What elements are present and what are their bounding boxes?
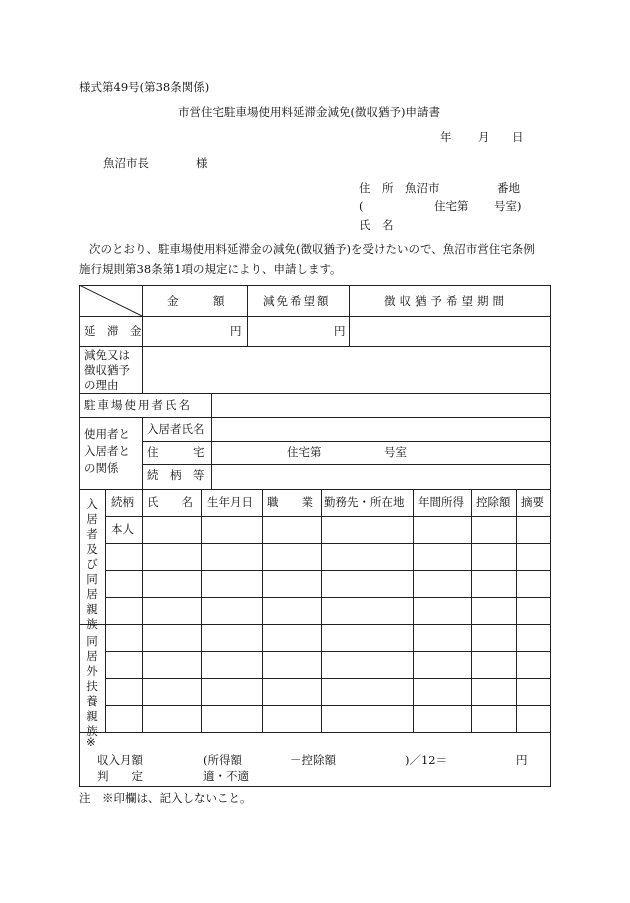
relation-label-1: 使用者と — [84, 427, 130, 441]
col-workplace: 勤務先・所在地 — [324, 495, 405, 509]
family-section-label: 入居者及び同居親族 — [86, 497, 98, 631]
reason-label-3: の理由 — [84, 378, 119, 392]
col-annual-income: 年間所得 — [418, 495, 464, 509]
nonresident-section-label: 同居外扶養親族 — [86, 634, 98, 738]
self-label: 本人 — [111, 522, 134, 536]
judgment-label: 判 定 — [97, 769, 143, 783]
footnote: 注 ※印欄は、記入しないこと。 — [79, 791, 252, 805]
parking-user-name-label: 駐車場使用者氏名 — [84, 398, 192, 412]
address-label: 住 所 — [359, 181, 394, 195]
income-yen: 円 — [516, 753, 528, 767]
address-banchi: 番地 — [497, 181, 520, 195]
date-day: 日 — [512, 130, 524, 144]
income-div: )／12＝ — [405, 753, 448, 767]
application-table — [79, 285, 551, 787]
document-title: 市営住宅駐車場使用料延滞金減免(徴収猶予)申請書 — [178, 105, 440, 119]
relation-label-2: 入居者と — [84, 444, 130, 458]
reason-label-1: 減免又は — [84, 348, 130, 362]
residence-room: 号室 — [384, 445, 407, 459]
form-number: 様式第49号(第38条関係) — [79, 80, 210, 94]
col-period: 徴収猶予希望期間 — [384, 294, 508, 308]
income-open: (所得額 — [203, 753, 242, 767]
date-month: 月 — [478, 130, 490, 144]
address-paren-open: ( — [359, 199, 364, 213]
honorific: 様 — [196, 156, 208, 170]
residence-number: 住宅第 — [287, 445, 322, 459]
address-housing: 住宅第 — [434, 199, 469, 213]
arrears-yen: 円 — [230, 324, 242, 338]
col-relation: 続柄 — [111, 495, 134, 509]
diagonal-header-cell — [79, 285, 143, 317]
judgment-value: 適・不適 — [203, 769, 249, 783]
col-amount: 金 額 — [167, 294, 225, 308]
col-occupation: 職 業 — [267, 495, 313, 509]
income-minus: －控除額 — [290, 753, 336, 767]
intro-line-2: 施行規則第38条第1項の規定により、申請します。 — [79, 262, 342, 276]
date-year: 年 — [440, 130, 452, 144]
arrears-label: 延 滞 金 — [84, 324, 142, 338]
reduction-yen: 円 — [334, 324, 346, 338]
resident-name-label: 入居者氏名 — [147, 422, 205, 436]
intro-line-1: 次のとおり、駐車場使用料延滞金の減免(徴収猶予)を受けたいので、魚沼市営住宅条例 — [89, 242, 535, 256]
income-label: 収入月額 — [97, 753, 143, 767]
official-use-mark: ※ — [86, 735, 96, 749]
col-deduction: 控除額 — [476, 495, 511, 509]
applicant-name-label: 氏 名 — [359, 218, 394, 232]
col-birthdate: 生年月日 — [207, 495, 253, 509]
col-remarks: 摘要 — [521, 495, 544, 509]
col-name: 氏 名 — [147, 495, 193, 509]
address-city: 魚沼市 — [405, 181, 440, 195]
address-room: 号室) — [494, 199, 522, 213]
residence-label: 住 宅 — [147, 445, 205, 459]
col-reduction: 減免希望額 — [263, 294, 331, 308]
addressee: 魚沼市長 — [103, 156, 149, 170]
reason-label-2: 徴収猶予 — [84, 363, 130, 377]
relation-label-3: の関係 — [84, 461, 119, 475]
relationship-label: 続 柄 等 — [147, 468, 205, 482]
